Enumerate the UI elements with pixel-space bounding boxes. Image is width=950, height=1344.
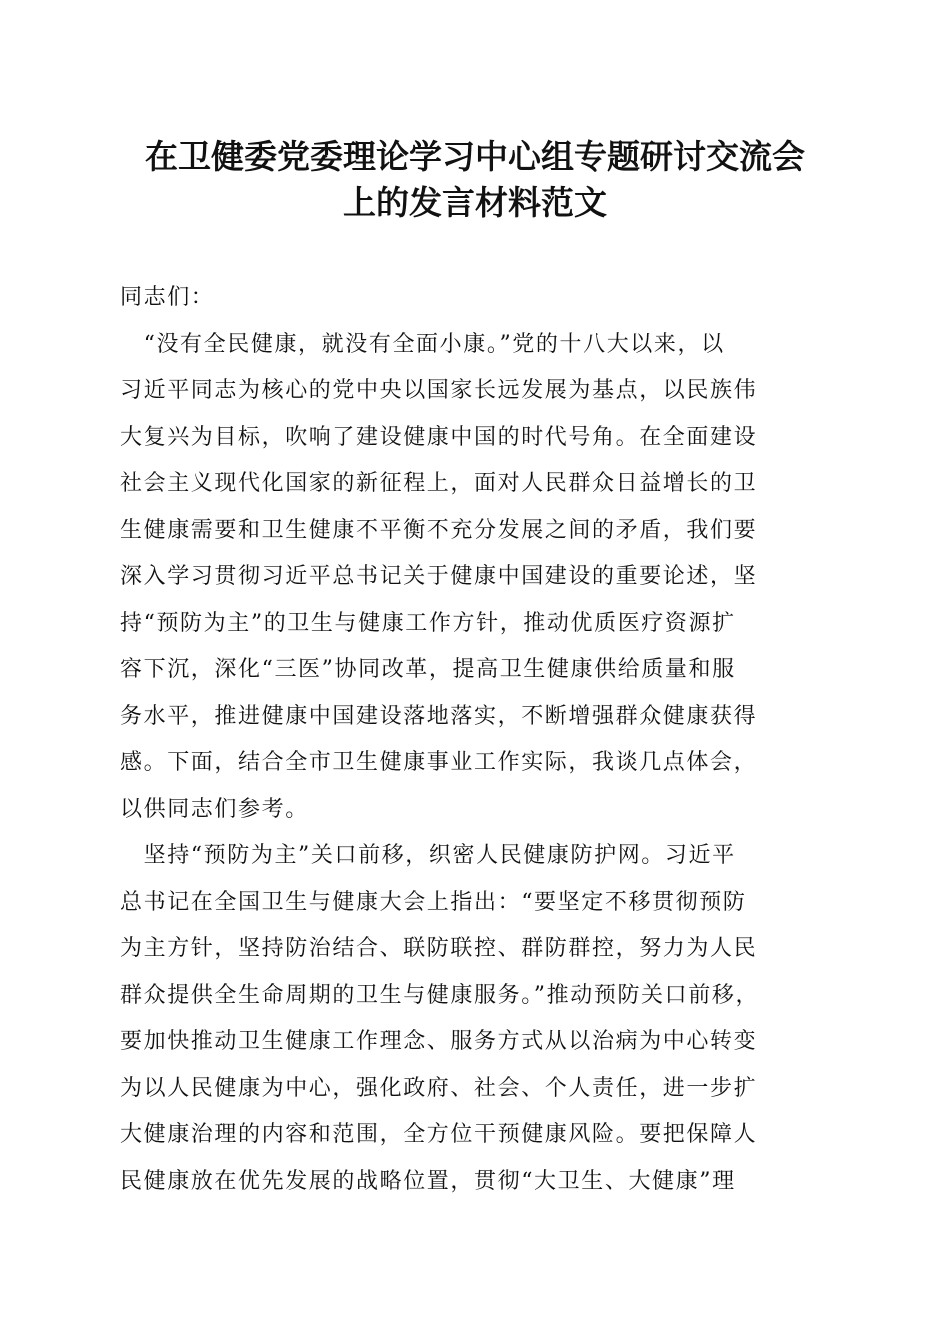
paragraph-line: 习近平同志为核心的党中央以国家长远发展为基点，以民族伟 <box>120 378 758 403</box>
paragraph-line: 社会主义现代化国家的新征程上，面对人民群众日益增长的卫 <box>120 471 758 496</box>
paragraph-line: 生健康需要和卫生健康不平衡不充分发展之间的矛盾，我们要 <box>120 517 758 543</box>
paragraph-line: 为主方针，坚持防治结合、联防联控、群防群控，努力为人民 <box>120 936 758 961</box>
paragraph-line: 大复兴为目标，吹响了建设健康中国的时代号角。在全面建设 <box>120 424 758 450</box>
paragraph-line: 群众提供全生命周期的卫生与健康服务。”推动预防关口前移， <box>120 982 760 1008</box>
paragraph-2 <box>120 833 840 1205</box>
paragraph-line: 为以人民健康为中心，强化政府、社会、个人责任，进一步扩 <box>120 1075 758 1101</box>
title-line-1: 在卫健委党委理论学习中心组专题研讨交流会 <box>145 137 805 176</box>
salutation: 同志们： <box>120 285 215 310</box>
paragraph-line: 坚持“预防为主”关口前移，织密人民健康防护网。习近平 <box>120 843 736 868</box>
paragraph-line: 大健康治理的内容和范围，全方位干预健康风险。要把保障人 <box>120 1122 758 1147</box>
paragraph-line: 民健康放在优先发展的战略位置，贯彻“大卫生、大健康”理 <box>120 1168 736 1194</box>
paragraph-line: 容下沉，深化“三医”协同改革，提高卫生健康供给质量和服 <box>120 657 736 682</box>
document-title <box>100 134 850 226</box>
paragraph-line: 持“预防为主”的卫生与健康工作方针，推动优质医疗资源扩 <box>120 610 736 636</box>
paragraph-line: 要加快推动卫生健康工作理念、服务方式从以治病为中心转变 <box>120 1029 758 1054</box>
paragraph-1 <box>120 322 840 834</box>
document-body <box>120 275 840 1205</box>
title-line-2: 上的发言材料范文 <box>343 183 607 222</box>
paragraph-line: 总书记在全国卫生与健康大会上指出：“要坚定不移贯彻预防 <box>120 889 747 915</box>
paragraph-line: 深入学习贯彻习近平总书记关于健康中国建设的重要论述，坚 <box>120 564 758 589</box>
paragraph-line: 以供同志们参考。 <box>120 796 309 822</box>
paragraph-line: 感。下面，结合全市卫生健康事业工作实际，我谈几点体会， <box>120 750 758 775</box>
paragraph-line: “没有全民健康，就没有全面小康。”党的十八大以来，以 <box>120 331 725 357</box>
paragraph-line: 务水平，推进健康中国建设落地落实，不断增强群众健康获得 <box>120 703 758 729</box>
